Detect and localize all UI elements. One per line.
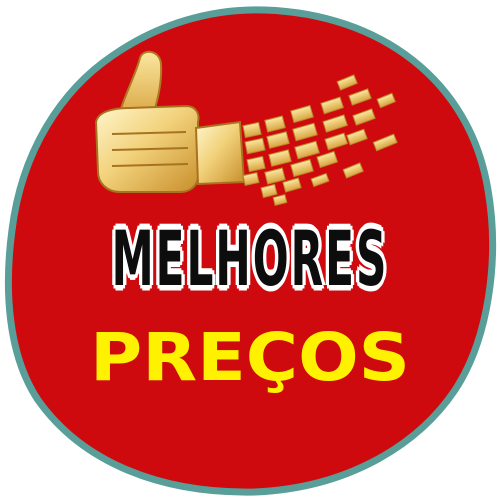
headline-line-2: PREÇOS	[89, 319, 411, 396]
headline-line-1: MELHORES	[111, 216, 389, 304]
